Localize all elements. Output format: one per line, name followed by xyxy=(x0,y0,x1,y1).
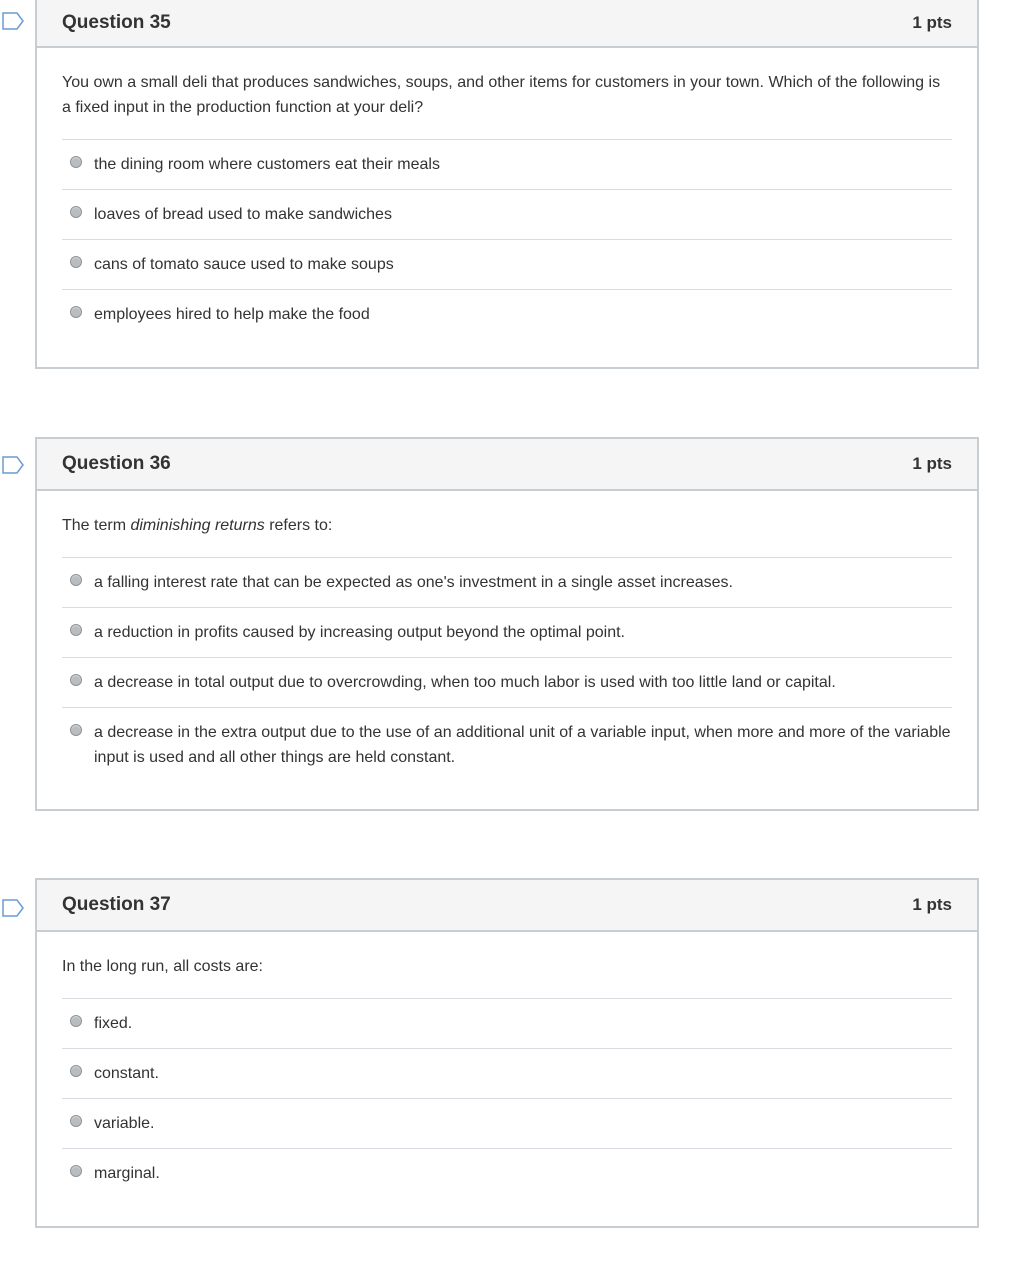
answer-option[interactable] xyxy=(62,140,952,190)
answer-option[interactable] xyxy=(62,290,952,339)
answer-option[interactable] xyxy=(62,658,952,708)
question-text-part: You own a small deli that produces sandwiches, soups, and other items for customers in your town. Which of the following is a fixed input in the production function at your deli? xyxy=(62,74,941,116)
question-36 xyxy=(35,437,979,811)
answer-option[interactable] xyxy=(62,558,952,608)
radio-button[interactable] xyxy=(70,1165,82,1177)
answer-label: loaves of bread used to make sandwiches xyxy=(94,206,392,223)
answer-label: cans of tomato sauce used to make soups xyxy=(94,256,394,273)
radio-button[interactable] xyxy=(70,1065,82,1077)
radio-button[interactable] xyxy=(70,674,82,686)
question-text-emphasis: diminishing returns xyxy=(130,517,265,534)
radio-button[interactable] xyxy=(70,724,82,736)
answer-label: a falling interest rate that can be expected as one's investment in a single asset increases. xyxy=(94,574,733,591)
question-header xyxy=(37,439,977,491)
answer-label: fixed. xyxy=(94,1015,133,1032)
answer-list xyxy=(62,557,952,781)
radio-button[interactable] xyxy=(70,624,82,636)
radio-button[interactable] xyxy=(70,574,82,586)
question-35 xyxy=(35,0,979,369)
flag-question-icon[interactable] xyxy=(2,12,24,30)
answer-label: a decrease in the extra output due to the use of an additional unit of a variable input, when more and more of the variable input is used and all other things are held constant. xyxy=(94,724,951,766)
answer-option[interactable] xyxy=(62,708,952,781)
answer-option[interactable] xyxy=(62,1049,952,1099)
question-text xyxy=(62,954,952,979)
answer-list xyxy=(62,998,952,1198)
question-37 xyxy=(35,878,979,1228)
question-text-part: In the long run, all costs are: xyxy=(62,958,263,975)
answer-label: variable. xyxy=(94,1115,155,1132)
answer-label: employees hired to help make the food xyxy=(94,306,370,323)
question-body xyxy=(37,491,977,809)
question-body xyxy=(37,48,977,367)
answer-option[interactable] xyxy=(62,240,952,290)
answer-label: a decrease in total output due to overcrowding, when too much labor is used with too little land or capital. xyxy=(94,674,836,691)
question-text-part: The term xyxy=(62,517,131,534)
answer-option[interactable] xyxy=(62,999,952,1049)
question-text xyxy=(62,70,952,120)
question-title: Question 35 xyxy=(62,12,171,33)
question-text xyxy=(62,513,952,538)
flag-question-icon[interactable] xyxy=(2,899,24,917)
radio-button[interactable] xyxy=(70,1015,82,1027)
answer-option[interactable] xyxy=(62,1149,952,1198)
question-title: Question 37 xyxy=(62,894,171,915)
question-header xyxy=(37,0,977,48)
question-body xyxy=(37,932,977,1226)
question-title: Question 36 xyxy=(62,453,171,474)
radio-button[interactable] xyxy=(70,1115,82,1127)
answer-label: the dining room where customers eat their meals xyxy=(94,156,440,173)
radio-button[interactable] xyxy=(70,206,82,218)
radio-button[interactable] xyxy=(70,256,82,268)
answer-label: a reduction in profits caused by increasing output beyond the optimal point. xyxy=(94,624,625,641)
radio-button[interactable] xyxy=(70,156,82,168)
question-header xyxy=(37,880,977,932)
question-points: 1 pts xyxy=(912,454,952,473)
answer-label: marginal. xyxy=(94,1165,160,1182)
question-points: 1 pts xyxy=(912,13,952,32)
answer-option[interactable] xyxy=(62,1099,952,1149)
question-points: 1 pts xyxy=(912,895,952,914)
answer-label: constant. xyxy=(94,1065,159,1082)
question-text-part: refers to: xyxy=(264,517,333,534)
answer-option[interactable] xyxy=(62,608,952,658)
answer-option[interactable] xyxy=(62,190,952,240)
radio-button[interactable] xyxy=(70,306,82,318)
answer-list xyxy=(62,139,952,339)
flag-question-icon[interactable] xyxy=(2,456,24,474)
